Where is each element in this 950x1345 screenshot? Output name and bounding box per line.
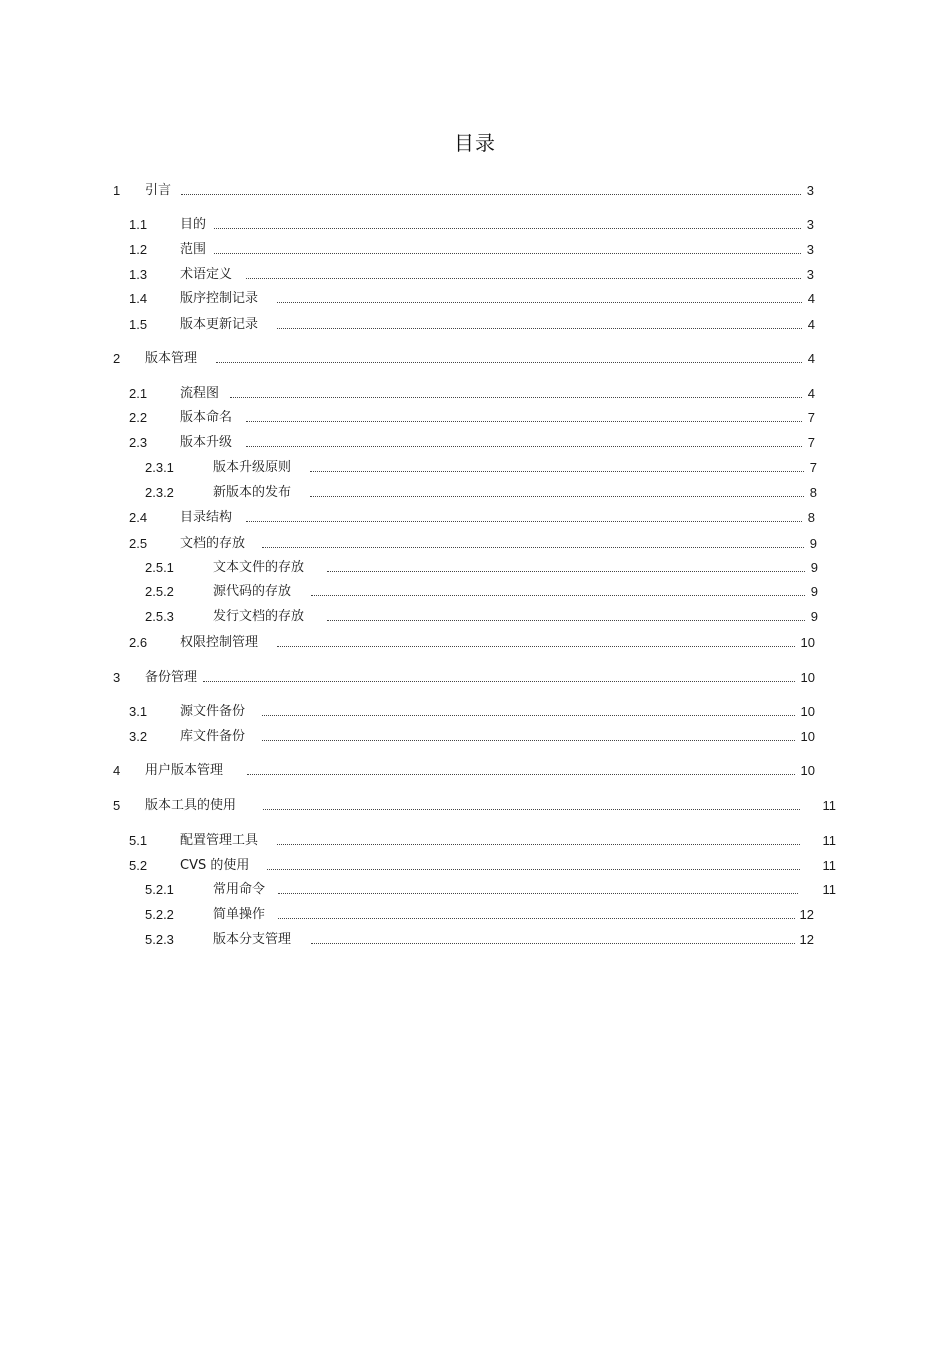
toc-dot-leader <box>310 471 804 472</box>
toc-entry[interactable] <box>0 242 950 260</box>
toc-entry-title: 源代码的存放 <box>213 584 292 599</box>
toc-entry-number: 2.5.1 <box>145 560 174 575</box>
toc-entry[interactable] <box>0 560 950 578</box>
toc-entry-title: 用户版本管理 <box>145 763 224 778</box>
toc-entry-number: 1 <box>113 183 121 198</box>
toc-entry-title: 范围 <box>180 242 207 257</box>
toc-entry-number: 1.5 <box>129 317 148 332</box>
toc-title: 目录 <box>454 131 496 155</box>
toc-entry[interactable] <box>0 317 950 335</box>
toc-entry[interactable] <box>0 183 950 201</box>
toc-entry-page-number: 3 <box>806 217 814 232</box>
toc-entry[interactable] <box>0 609 950 627</box>
toc-entry-title: 引言 <box>145 183 172 198</box>
toc-entry-number: 2.6 <box>129 635 148 650</box>
toc-entry-page-number: 8 <box>809 485 817 500</box>
toc-entry[interactable] <box>0 510 950 528</box>
toc-entry-number: 5.2.3 <box>145 932 174 947</box>
toc-entry-title: 文本文件的存放 <box>213 560 305 575</box>
toc-entry-page-number: 4 <box>807 291 815 306</box>
toc-entry-number: 2.5.2 <box>145 584 174 599</box>
toc-entry-title: CVS 的使用 <box>180 858 250 873</box>
toc-entry-page-number: 3 <box>806 183 814 198</box>
toc-entry-number: 5.2 <box>129 858 148 873</box>
toc-entry-page-number: 10 <box>800 670 815 685</box>
toc-entry[interactable] <box>0 410 950 428</box>
toc-entry-number: 5.1 <box>129 833 148 848</box>
toc-entry-page-number: 10 <box>800 729 815 744</box>
toc-entry-title: 版本命名 <box>180 410 233 425</box>
toc-dot-leader <box>267 869 800 870</box>
toc-entry-title: 发行文档的存放 <box>213 609 305 624</box>
toc-entry-title: 配置管理工具 <box>180 833 259 848</box>
toc-entry-title: 版本更新记录 <box>180 317 259 332</box>
toc-entry-page-number: 9 <box>810 560 818 575</box>
toc-entry-title: 权限控制管理 <box>180 635 259 650</box>
toc-entry-page-number: 7 <box>809 460 817 475</box>
toc-entry-number: 3.1 <box>129 704 148 719</box>
toc-entry[interactable] <box>0 704 950 722</box>
toc-entry[interactable] <box>0 386 950 404</box>
toc-dot-leader <box>246 446 802 447</box>
toc-dot-leader <box>277 646 795 647</box>
toc-entry-title: 目的 <box>180 217 207 232</box>
toc-entry-page-number: 10 <box>800 763 815 778</box>
toc-entry-number: 2.1 <box>129 386 148 401</box>
toc-entry-number: 5.2.1 <box>145 882 174 897</box>
toc-entry-page-number: 7 <box>807 435 815 450</box>
toc-dot-leader <box>263 809 800 810</box>
toc-entry-page-number: 9 <box>810 584 818 599</box>
toc-entry-number: 1.2 <box>129 242 148 257</box>
toc-dot-leader <box>278 918 795 919</box>
toc-entry-number: 3 <box>113 670 121 685</box>
toc-entry[interactable] <box>0 670 950 688</box>
toc-entry-title: 目录结构 <box>180 510 233 525</box>
toc-entry[interactable] <box>0 584 950 602</box>
toc-entry-number: 2.3.2 <box>145 485 174 500</box>
toc-entry[interactable] <box>0 729 950 747</box>
toc-dot-leader <box>327 620 805 621</box>
toc-entry-number: 1.4 <box>129 291 148 306</box>
toc-entry[interactable] <box>0 291 950 309</box>
toc-dot-leader <box>311 595 805 596</box>
toc-entry-page-number: 12 <box>799 932 814 947</box>
toc-entry[interactable] <box>0 833 950 851</box>
toc-entry-number: 2.3.1 <box>145 460 174 475</box>
toc-dot-leader <box>216 362 802 363</box>
toc-entry-page-number: 11 <box>822 858 836 873</box>
toc-entry-number: 3.2 <box>129 729 148 744</box>
toc-entry-page-number: 9 <box>809 536 817 551</box>
toc-entry-title: 新版本的发布 <box>213 485 292 500</box>
toc-entry-title: 版本管理 <box>145 351 198 366</box>
toc-entry-number: 2.2 <box>129 410 148 425</box>
toc-entry[interactable] <box>0 435 950 453</box>
toc-dot-leader <box>214 253 801 254</box>
toc-dot-leader <box>310 496 804 497</box>
toc-dot-leader <box>246 421 802 422</box>
toc-entry[interactable] <box>0 882 950 900</box>
toc-entry-title: 库文件备份 <box>180 729 246 744</box>
toc-dot-leader <box>214 228 801 229</box>
toc-entry-page-number: 9 <box>810 609 818 624</box>
toc-entry[interactable] <box>0 635 950 653</box>
toc-dot-leader <box>262 715 795 716</box>
toc-entry-page-number: 3 <box>806 267 814 282</box>
toc-entry-page-number: 4 <box>807 317 815 332</box>
toc-entry-number: 5 <box>113 798 121 813</box>
toc-entry[interactable] <box>0 763 950 781</box>
toc-dot-leader <box>278 893 798 894</box>
toc-dot-leader <box>262 547 804 548</box>
toc-entry[interactable] <box>0 858 950 876</box>
toc-entry-number: 2.5 <box>129 536 148 551</box>
toc-entry-number: 4 <box>113 763 121 778</box>
toc-entry-page-number: 10 <box>800 635 815 650</box>
toc-entry-page-number: 8 <box>807 510 815 525</box>
toc-entry[interactable] <box>0 798 950 816</box>
toc-entry-number: 2.4 <box>129 510 148 525</box>
toc-entry-title: 版本升级原则 <box>213 460 292 475</box>
toc-entry-page-number: 12 <box>799 907 814 922</box>
toc-entry-number: 2 <box>113 351 121 366</box>
toc-entry[interactable] <box>0 460 950 478</box>
toc-dot-leader <box>311 943 795 944</box>
toc-dot-leader <box>277 844 800 845</box>
toc-dot-leader <box>277 302 802 303</box>
toc-entry[interactable] <box>0 267 950 285</box>
toc-entry-title: 术语定义 <box>180 267 233 282</box>
toc-entry-title: 备份管理 <box>145 670 198 685</box>
toc-entry-number: 2.3 <box>129 435 148 450</box>
toc-entry-number: 2.5.3 <box>145 609 174 624</box>
toc-entry-number: 1.1 <box>129 217 148 232</box>
toc-entry[interactable] <box>0 351 950 369</box>
toc-entry-title: 简单操作 <box>213 907 266 922</box>
toc-dot-leader <box>246 521 802 522</box>
toc-entry-title: 版本工具的使用 <box>145 798 237 813</box>
toc-entry[interactable] <box>0 536 950 554</box>
toc-entry-title: 源文件备份 <box>180 704 246 719</box>
toc-entry[interactable] <box>0 932 950 950</box>
toc-entry-title: 版序控制记录 <box>180 291 259 306</box>
toc-dot-leader <box>327 571 805 572</box>
toc-entry-number: 5.2.2 <box>145 907 174 922</box>
toc-entry-page-number: 7 <box>807 410 815 425</box>
toc-dot-leader <box>247 774 795 775</box>
toc-entry-number: 1.3 <box>129 267 148 282</box>
toc-dot-leader <box>246 278 801 279</box>
toc-entry-page-number: 10 <box>800 704 815 719</box>
toc-entry-page-number: 4 <box>807 386 815 401</box>
toc-entry[interactable] <box>0 485 950 503</box>
toc-entry-title: 版本升级 <box>180 435 233 450</box>
toc-entry-title: 文档的存放 <box>180 536 246 551</box>
toc-entry-title: 常用命令 <box>213 882 266 897</box>
toc-dot-leader <box>262 740 795 741</box>
toc-entry-title: 版本分支管理 <box>213 932 292 947</box>
toc-entry-page-number: 11 <box>822 882 836 897</box>
toc-entry-page-number: 11 <box>822 833 836 848</box>
toc-entry[interactable] <box>0 907 950 925</box>
toc-dot-leader <box>203 681 795 682</box>
toc-entry-page-number: 4 <box>807 351 815 366</box>
toc-entry-page-number: 11 <box>822 798 836 813</box>
toc-dot-leader <box>230 397 802 398</box>
toc-dot-leader <box>277 328 802 329</box>
toc-entry-title: 流程图 <box>180 386 220 401</box>
toc-entry-page-number: 3 <box>806 242 814 257</box>
toc-entry[interactable] <box>0 217 950 235</box>
toc-dot-leader <box>181 194 801 195</box>
